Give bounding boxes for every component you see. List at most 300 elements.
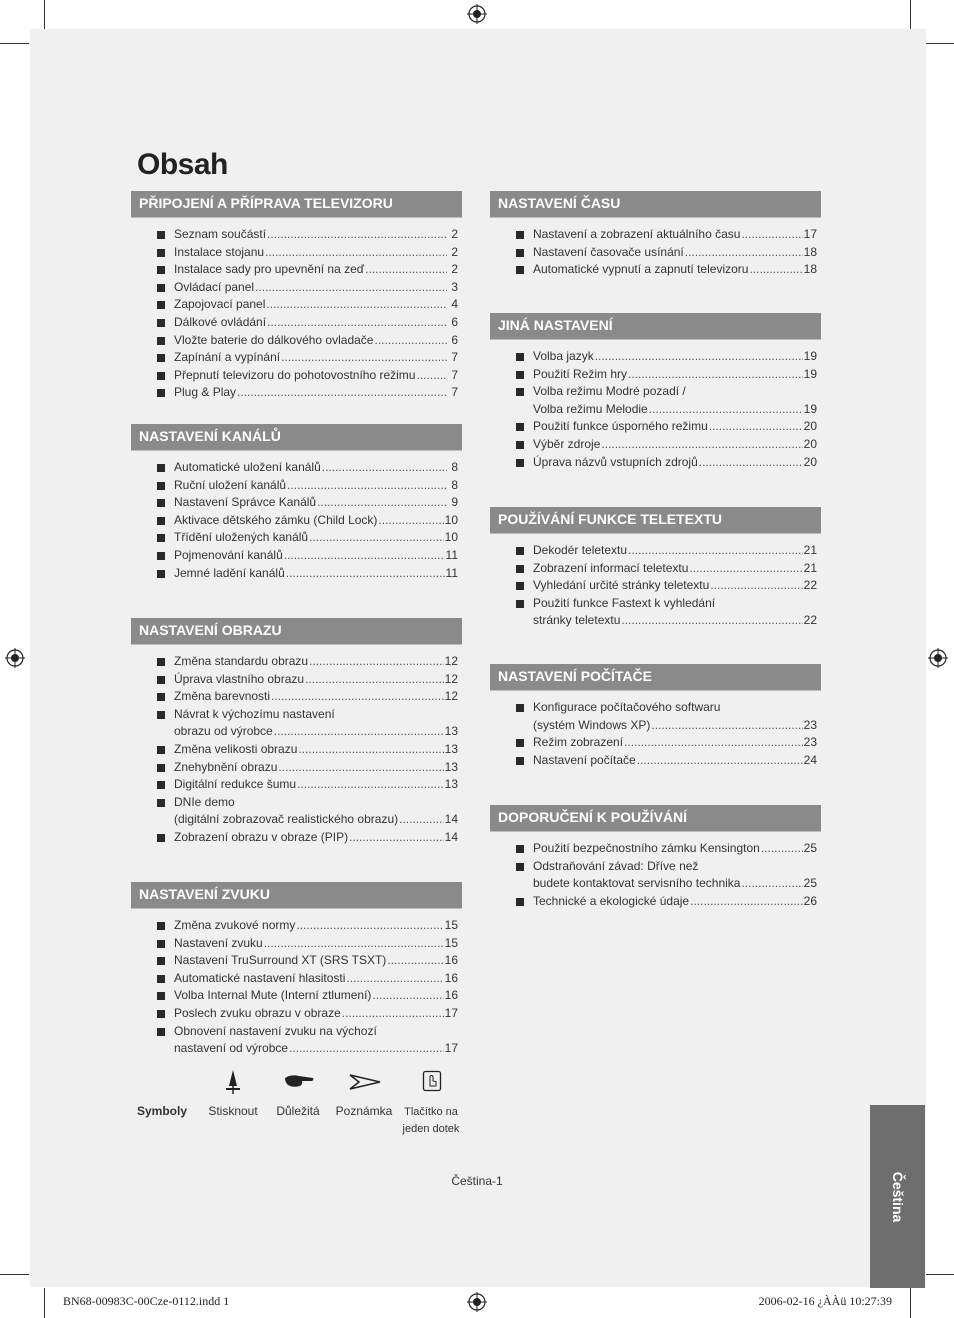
one-touch-button-label: Tlačítko na jeden dotek [402,1106,460,1135]
toc-entry-text: Nastavení Správce Kanálů [174,495,317,510]
toc-entry [490,858,821,876]
bullet-icon [516,249,524,257]
section-heading: PŘIPOJENÍ A PŘÍPRAVA TELEVIZORU [131,191,462,218]
toc-entry-line [533,840,817,858]
toc-entry-text: Volba Internal Mute (Interní ztlumení) [174,988,372,1003]
registration-mark-icon [467,1292,487,1312]
toc-entry-page: 11 [445,547,458,562]
bullet-icon [157,693,165,701]
toc-entry [490,383,821,401]
dot-leader [237,384,447,402]
toc-entry-page: 2 [451,227,458,241]
bullet-icon [516,739,524,747]
toc-entry [131,741,462,759]
toc-entry-page: 2 [451,262,458,277]
important-icon [283,1072,315,1090]
toc-entry-line [174,296,458,314]
note-icon [349,1074,381,1090]
toc-entry-line [533,401,817,419]
toc-entry [490,875,821,893]
toc-section [131,191,462,402]
toc-entry-line [533,612,817,630]
toc-entry [131,987,462,1005]
toc-entry-line [533,542,817,560]
toc-entry-text: Změna zvukové normy [174,918,296,932]
toc-entry-text: Jemné ladění kanálů [174,565,285,580]
toc-list [490,542,821,630]
bullet-icon [157,517,165,525]
toc-entry-text: Znehybnění obrazu [174,759,278,774]
toc-entry-line [174,384,458,402]
toc-entry [490,261,821,279]
toc-entry-page: 19 [803,401,817,416]
toc-entry-text: Zobrazení informací teletextu [533,560,689,575]
bullet-icon [157,781,165,789]
toc-entry-text: Konfigurace počítačového softwaru [533,700,721,714]
toc-entry-text: Obnovení nastavení zvuku na výchozí [174,1023,377,1038]
bullet-icon [157,834,165,842]
toc-entry-text: Vyhledání určité stránky teletextu [533,578,710,593]
dot-leader [685,244,803,262]
toc-entry-line [174,1040,458,1058]
toc-entry-text: Zobrazení obrazu v obraze (PIP) [174,829,349,844]
bullet-icon [516,600,524,608]
toc-entry [131,776,462,794]
toc-section [490,191,821,279]
toc-entry-text: Úprava vlastního obrazu [174,671,305,686]
section-heading: POUŽÍVÁNÍ FUNKCE TELETEXTU [490,507,821,534]
toc-section [131,618,462,847]
bullet-icon [157,301,165,309]
toc-entry-line [174,349,458,367]
registration-mark-icon [5,648,25,668]
dot-leader [266,296,447,314]
toc-entry [131,332,462,350]
toc-entry-text: Aktivace dětského zámku (Child Lock) [174,512,378,527]
toc-entry-text: Výběr zdroje [533,436,601,451]
toc-entry-page: 21 [803,560,817,575]
toc-entry-page: 22 [803,578,817,593]
toc-entry-line [174,811,458,829]
toc-entry-line [174,226,458,244]
toc-entry-line [174,688,458,706]
dot-leader [267,226,447,244]
toc-entry-page: 18 [803,244,817,259]
toc-entry-line [174,279,458,297]
toc-entry [131,952,462,970]
dot-leader [317,494,447,512]
toc-entry [131,794,462,812]
bullet-icon [157,957,165,965]
toc-entry-line [174,706,458,724]
dot-leader [287,477,447,495]
bullet-icon [516,582,524,590]
toc-entry [131,244,462,262]
toc-entry-text: Volba režimu Melodie [533,401,648,416]
toc-entry-text: Automatické nastavení hlasitosti [174,970,346,985]
toc-entry-line [174,829,458,847]
toc-entry-page: 12 [444,689,458,704]
toc-entry-line [533,383,817,401]
dot-leader [637,752,803,770]
toc-entry [490,560,821,578]
toc-entry-line [174,261,458,279]
toc-entry-page: 15 [444,935,458,950]
toc-entry-text: Použití Režim hry [533,366,628,381]
bullet-icon [157,992,165,1000]
toc-entry-page: 22 [803,613,817,628]
dot-leader [264,935,444,953]
toc-entry-text: Plug & Play [174,385,237,400]
toc-entry [131,296,462,314]
toc-entry-text: Dálkové ovládání [174,314,267,329]
toc-section [490,805,821,910]
toc-entry-text: Použití funkce úsporného režimu [533,419,708,434]
toc-entry-page: 16 [444,953,458,968]
bullet-icon [516,266,524,274]
toc-entry-line [533,752,817,770]
bullet-icon [157,372,165,380]
toc-entry-line [174,244,458,262]
bullet-icon [157,534,165,542]
toc-section [490,313,821,471]
toc-entry-line [533,595,817,613]
toc-entry-text: DNIe demo [174,794,235,809]
toc-list [490,699,821,769]
toc-entry-line [533,734,817,752]
bullet-icon [516,704,524,712]
dot-leader [346,970,443,988]
toc-entry-text: nastavení od výrobce [174,1041,289,1056]
section-heading: NASTAVENÍ KANÁLŮ [131,424,462,451]
toc-entry [131,1040,462,1058]
toc-entry-text: Automatické vypnutí a zapnutí televizoru [533,262,749,277]
bullet-icon [157,711,165,719]
toc-entry-line [174,332,458,350]
dot-leader [416,367,447,385]
toc-entry [131,1005,462,1023]
crop-mark [44,0,45,29]
toc-entry-text: Poslech zvuku obrazu v obraze [174,1005,341,1020]
toc-list [490,840,821,910]
toc-entry-page: 17 [444,1041,458,1056]
toc-entry-text: Použití bezpečnostního zámku Kensington [533,841,760,855]
toc-entry-page: 4 [451,297,458,312]
dot-leader [749,261,802,279]
crop-mark [910,0,911,29]
toc-entry-line [174,741,458,759]
bullet-icon [157,570,165,578]
toc-entry-text: Instalace stojanu [174,244,265,259]
toc-entry [490,542,821,560]
press-label: Stisknout [208,1104,258,1118]
toc-entry [490,577,821,595]
dot-leader [309,653,444,671]
toc-section [131,424,462,582]
bullet-icon [157,676,165,684]
toc-entry [490,454,821,472]
dot-leader [322,459,447,477]
toc-entry-page: 24 [803,752,817,767]
toc-entry-line [174,1023,458,1041]
press-icon [223,1068,243,1096]
bullet-icon [157,284,165,292]
toc-entry [131,512,462,530]
toc-entry [490,699,821,717]
dot-leader [365,261,447,279]
note-label: Poznámka [335,1104,393,1118]
toc-entry-page: 14 [444,829,458,844]
important-label: Důležitá [276,1104,320,1118]
toc-entry-line [174,459,458,477]
dot-leader [271,688,444,706]
toc-entry-text: Odstraňování závad: Dříve než [533,858,699,873]
dot-leader [286,565,445,583]
registration-mark-icon [928,648,948,668]
dot-leader [399,811,444,829]
toc-entry-line [533,244,817,262]
toc-entry-text: Změna barevnosti [174,689,271,704]
toc-entry-line [174,512,458,530]
bullet-icon [516,565,524,573]
toc-entry-page: 17 [444,1005,458,1020]
crop-mark [44,1288,45,1318]
bullet-icon [157,922,165,930]
bullet-icon [157,249,165,257]
toc-entry-text: Použití funkce Fastext k vyhledání [533,595,716,610]
toc-entry-text: Návrat k výchozímu nastavení [174,706,335,721]
toc-entry-line [174,723,458,741]
toc-entry-line [174,671,458,689]
toc-entry-page: 21 [803,543,817,557]
crop-mark [926,43,954,44]
bullet-icon [157,799,165,807]
crop-mark [0,43,29,44]
print-slug-date: 2006-02-16 ¿ÀÀü 10:27:39 [758,1294,892,1308]
dot-leader [741,226,802,244]
bullet-icon [157,658,165,666]
toc-entry-line [174,776,458,794]
bullet-icon [516,423,524,431]
toc-entry-line [533,436,817,454]
toc-entry-text: Pojmenování kanálů [174,547,283,562]
toc-entry-page: 23 [803,735,817,750]
section-heading: DOPORUČENÍ K POUŽÍVÁNÍ [490,805,821,832]
toc-entry [490,612,821,630]
toc-section [131,882,462,1058]
toc-entry-page: 6 [451,314,458,329]
toc-entry [490,226,821,244]
toc-entry-text: Digitální redukce šumu [174,777,297,792]
toc-entry-page: 23 [803,717,817,732]
dot-leader [649,401,803,419]
dot-leader [265,244,447,262]
toc-entry-text: stránky teletextu [533,613,621,628]
symbols-legend [137,1066,467,1136]
toc-entry-page: 16 [444,988,458,1003]
toc-entry-line [174,529,458,547]
dot-leader [297,776,444,794]
bullet-icon [157,499,165,507]
dot-leader [378,512,443,530]
toc-entry-text: Volba režimu Modré pozadí / [533,384,686,399]
dot-leader [267,314,447,332]
toc-entry-line [174,917,458,935]
toc-section [490,507,821,630]
toc-entry-page: 6 [451,332,458,347]
bullet-icon [157,389,165,397]
toc-entry [131,811,462,829]
dot-leader [284,547,445,565]
toc-entry-text: obrazu od výrobce [174,724,273,739]
toc-entry-line [533,560,817,578]
bullet-icon [157,552,165,560]
bullet-icon [516,863,524,871]
toc-entry-page: 9 [451,495,458,510]
toc-entry-text: Přepnutí televizoru do pohotovostního režimu [174,367,416,382]
toc-entry-line [174,759,458,777]
toc-entry-page: 15 [444,918,458,932]
toc-entry [490,418,821,436]
toc-list [131,653,462,847]
toc-entry [490,366,821,384]
bullet-icon [157,231,165,239]
toc-entry-text: Zapínání a vypínání [174,350,281,365]
toc-entry-text: Nastavení počítače [533,752,636,767]
toc-entry-text: (digitální zobrazovač realistického obrazu) [174,812,399,827]
dot-leader [621,612,802,630]
language-tab-label: Čeština [889,1171,906,1222]
toc-entry-line [533,454,817,472]
toc-entry [131,477,462,495]
crop-mark [0,1274,29,1275]
dot-leader [255,279,447,297]
dot-leader [374,332,447,350]
toc-entry-text: Volba jazyk [533,349,594,363]
bullet-icon [157,337,165,345]
dot-leader [387,952,443,970]
one-touch-button-icon [422,1070,442,1092]
toc-entry [131,547,462,565]
dot-leader [595,348,803,366]
toc-list [131,459,462,582]
toc-entry-text: Režim zobrazení [533,735,624,750]
toc-entry-page: 13 [444,759,458,774]
toc-entry [131,759,462,777]
toc-list [490,348,821,471]
toc-entry [490,734,821,752]
toc-entry-text: Dekodér teletextu [533,543,628,557]
toc-entry-page: 19 [803,366,817,381]
toc-entry-line [174,952,458,970]
toc-entry-page: 18 [803,262,817,277]
page-number: Čeština-1 [451,1174,503,1188]
toc-entry-page: 26 [803,893,817,908]
toc-entry-text: Vložte baterie do dálkového ovladače [174,332,374,347]
print-slug-file: BN68-00983C-00Cze-0112.indd 1 [63,1294,230,1308]
toc-entry [131,349,462,367]
toc-entry [131,1023,462,1041]
toc-entry [131,970,462,988]
dot-leader [690,893,803,911]
toc-entry-text: Zapojovací panel [174,297,266,312]
section-heading: NASTAVENÍ ZVUKU [131,882,462,909]
toc-entry [490,401,821,419]
toc-list [131,226,462,402]
bullet-icon [516,371,524,379]
toc-entry [131,829,462,847]
bullet-icon [157,940,165,948]
toc-entry [131,459,462,477]
toc-entry-line [174,494,458,512]
toc-entry [131,384,462,402]
toc-entry-text: budete kontaktovat servisního technika [533,876,741,891]
page-title: Obsah [137,148,228,181]
bullet-icon [516,231,524,239]
toc-entry [131,917,462,935]
registration-mark-icon [467,4,487,24]
toc-entry-page: 7 [451,385,458,400]
toc-entry [131,671,462,689]
bullet-icon [516,441,524,449]
toc-entry-page: 25 [803,876,817,891]
toc-entry-page: 7 [451,350,458,365]
toc-entry-line [174,970,458,988]
toc-entry [131,494,462,512]
toc-entry [490,893,821,911]
dot-leader [305,671,444,689]
language-tab [870,1105,925,1288]
toc-entry-line [533,226,817,244]
toc-entry [131,688,462,706]
toc-entry [131,226,462,244]
toc-entry-text: Úprava názvů vstupních zdrojů [533,454,698,469]
toc-entry-line [174,653,458,671]
toc-entry-line [174,367,458,385]
section-heading: NASTAVENÍ POČÍTAČE [490,664,821,691]
toc-entry-text: Seznam součástí [174,227,267,241]
toc-entry-text: Instalace sady pro upevnění na zeď [174,262,365,277]
toc-entry [131,261,462,279]
toc-entry-page: 16 [444,970,458,985]
toc-entry-line [174,565,458,583]
toc-entry [131,279,462,297]
toc-entry-line [174,477,458,495]
dot-leader [741,875,802,893]
toc-entry [490,717,821,735]
toc-entry-text: Nastavení zvuku [174,935,263,950]
toc-entry-page: 13 [444,777,458,792]
toc-entry-page: 20 [803,419,817,434]
bullet-icon [516,757,524,765]
toc-entry-page: 10 [444,512,458,527]
crop-mark [910,1288,911,1318]
section-heading: JINÁ NASTAVENÍ [490,313,821,340]
dot-leader [628,542,803,560]
toc-entry-line [533,699,817,717]
dot-leader [710,577,802,595]
bullet-icon [157,1010,165,1018]
toc-entry-line [174,935,458,953]
toc-entry-page: 13 [444,741,458,756]
toc-entry [131,653,462,671]
bullet-icon [516,547,524,555]
toc-entry-text: Nastavení a zobrazení aktuálního času [533,227,741,241]
toc-entry-text: Nastavení TruSurround XT (SRS TSXT) [174,953,387,968]
toc-entry [131,314,462,332]
toc-entry-page: 13 [444,724,458,739]
bullet-icon [157,464,165,472]
